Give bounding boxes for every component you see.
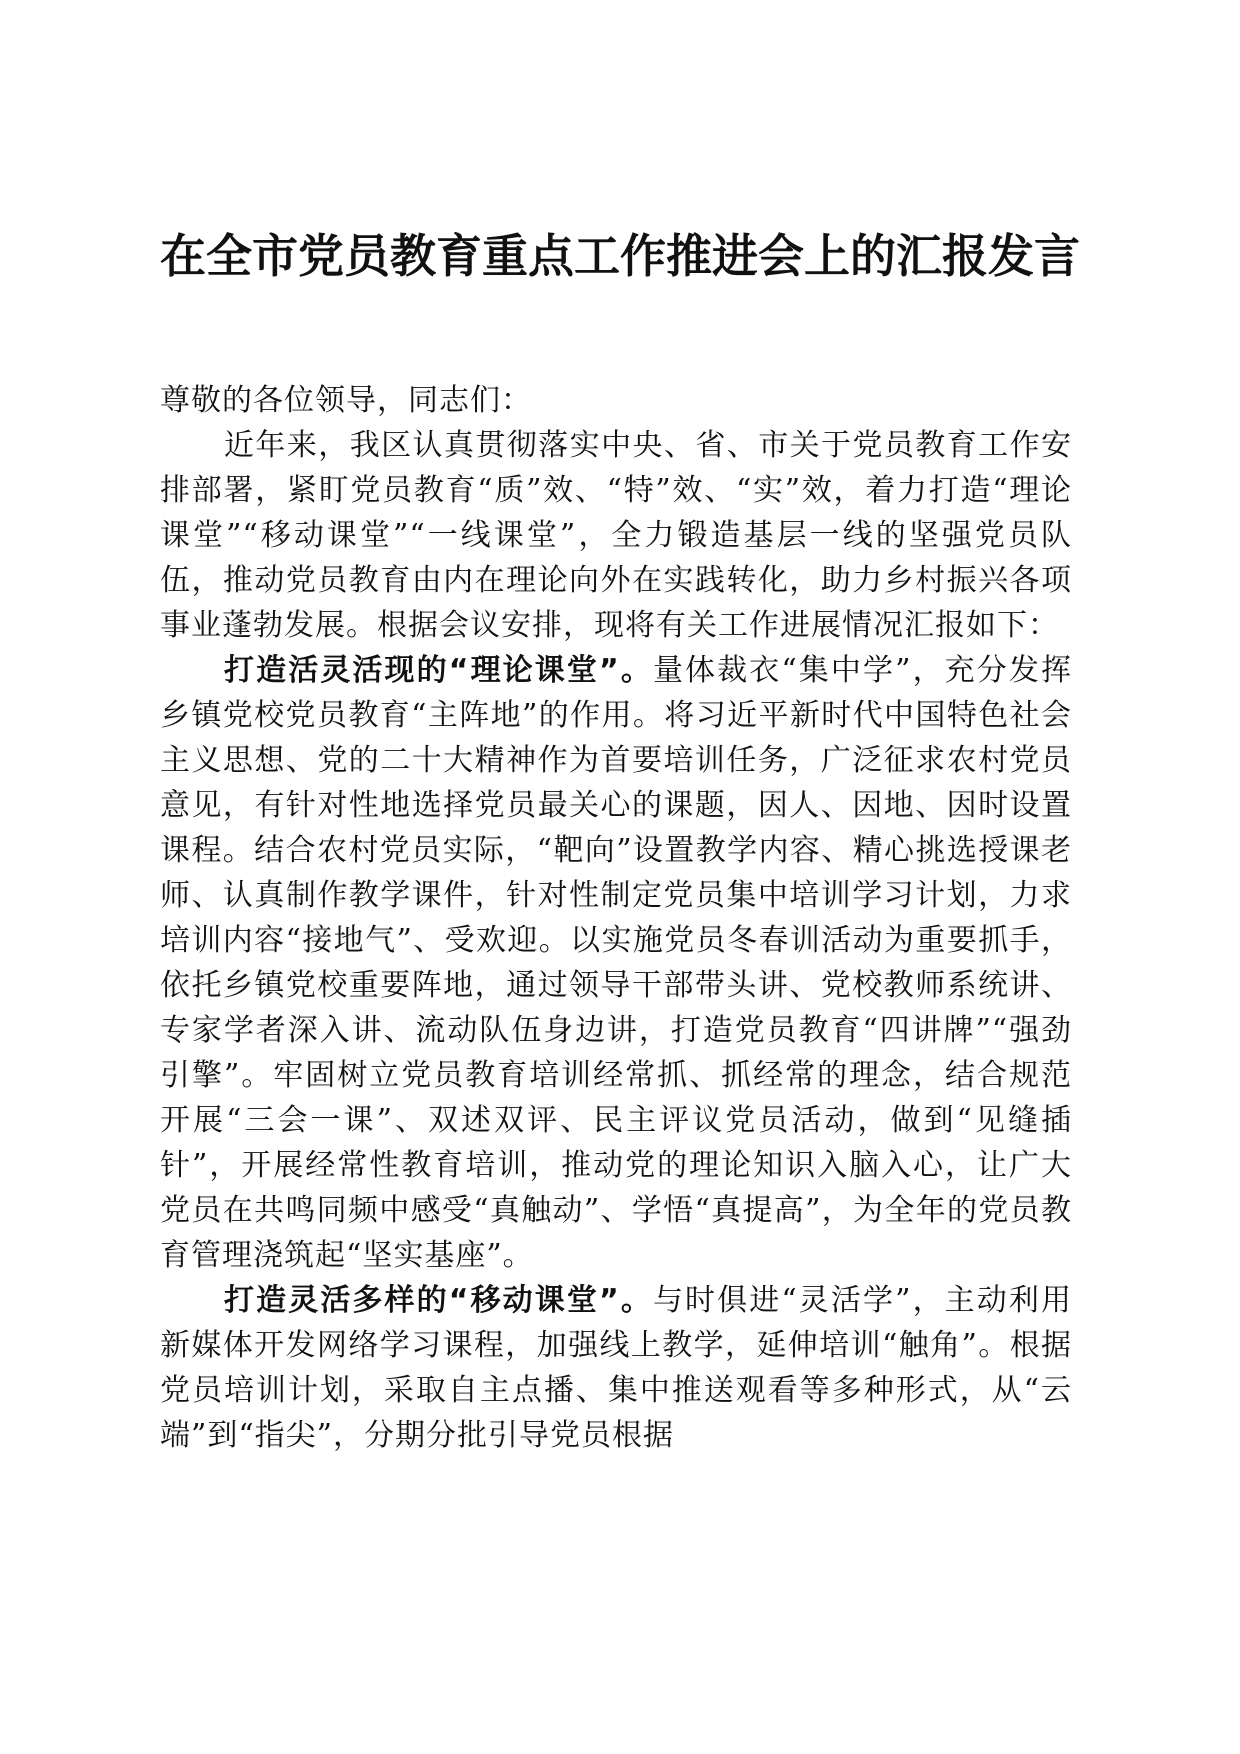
section-heading-2: 打造灵活多样的“移动课堂”。 [224,1283,653,1318]
document-body [160,378,1072,1458]
intro-paragraph: 近年来，我区认真贯彻落实中央、省、市关于党员教育工作安排部署，紧盯党员教育“质”效、“特”效、“实”效，着力打造“理论课堂”“移动课堂”“一线课堂”，全力锻造基层一线的坚强党员队伍，推动党员教育由内在理论向外在实践转化，助力乡村振兴各项事业蓬勃发展。根据会议安排，现将有关工作进展情况汇报如下： [160,428,1072,643]
section-text-2: 与时俱进“灵活学”，主动利用新媒体开发网络学习课程，加强线上教学，延伸培训“触角”。根据党员培训计划，采取自主点播、集中推送观看等多种形式，从“云端”到“指尖”，分期分批引导党员根据 [160,1283,1072,1453]
section-text-1: 量体裁衣“集中学”，充分发挥乡镇党校党员教育“主阵地”的作用。将习近平新时代中国特色社会主义思想、党的二十大精神作为首要培训任务，广泛征求农村党员意见，有针对性地选择党员最关心的课题，因人、因地、因时设置课程。结合农村党员实际，“靶向”设置教学内容、精心挑选授课老师、认真制作教学课件，针对性制定党员集中培训学习计划，力求培训内容“接地气”、受欢迎。以实施党员冬春训活动为重要抓手，依托乡镇党校重要阵地，通过领导干部带头讲、党校教师系统讲、专家学者深入讲、流动队伍身边讲，打造党员教育“四讲牌”“强劲引擎”。牢固树立党员教育培训经常抓、抓经常的理念，结合规范开展“三会一课”、双述双评、民主评议党员活动，做到“见缝插针”，开展经常性教育培训，推动党的理论知识入脑入心，让广大党员在共鸣同频中感受“真触动”、学悟“真提高”，为全年的党员教育管理浇筑起“坚实基座”。 [160,653,1072,1273]
document-title: 在全市党员教育重点工作推进会上的汇报发言 [160,229,1080,283]
section-heading-1: 打造活灵活现的“理论课堂”。 [224,653,653,688]
salutation: 尊敬的各位领导，同志们： [160,383,532,418]
section-paragraph-1 [160,648,1072,1278]
section-paragraph-2 [160,1278,1072,1458]
